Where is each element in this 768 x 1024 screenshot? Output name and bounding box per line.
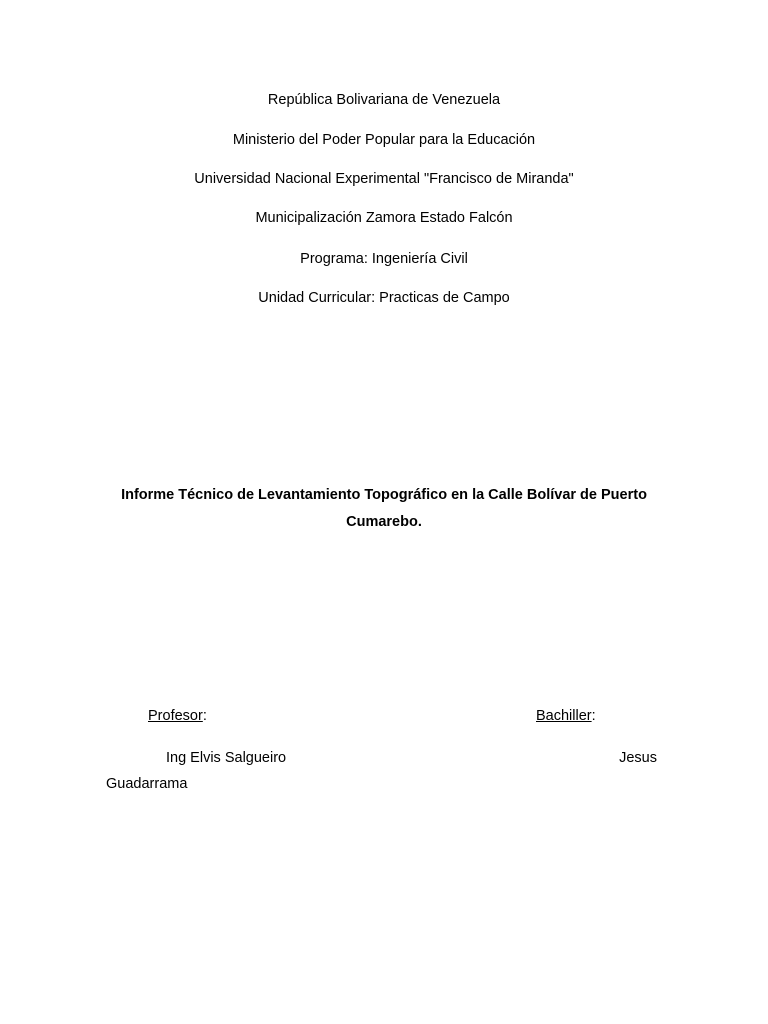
profesor-label-colon: : [202,708,207,724]
report-title-line-2: Cumarebo. [346,514,422,530]
bachiller-label-colon: : [591,708,596,724]
header-course-unit: Unidad Curricular: Practicas de Campo [258,290,510,306]
report-title-line-1: Informe Técnico de Levantamiento Topográfico en la Calle Bolívar de Puerto [121,487,647,503]
signature-names [106,745,657,797]
profesor-label-text: Profesor [148,708,203,724]
header-ministry: Ministerio del Poder Popular para la Educación [232,132,536,148]
bachiller-name-first: Jesus [619,750,657,766]
bachiller-name-rest: Guadarrama [106,776,188,792]
profesor-label [148,707,207,725]
profesor-name: Ing Elvis Salgueiro [166,750,287,766]
header-municipalization: Municipalización Zamora Estado Falcón [255,210,513,226]
header-program: Programa: Ingeniería Civil [300,251,468,267]
bachiller-label-text: Bachiller [536,708,592,724]
header-country: República Bolivariana de Venezuela [267,92,501,108]
bachiller-label [536,707,596,725]
report-title [106,482,662,536]
header-university: Universidad Nacional Experimental "Francisco de Miranda" [194,171,574,187]
